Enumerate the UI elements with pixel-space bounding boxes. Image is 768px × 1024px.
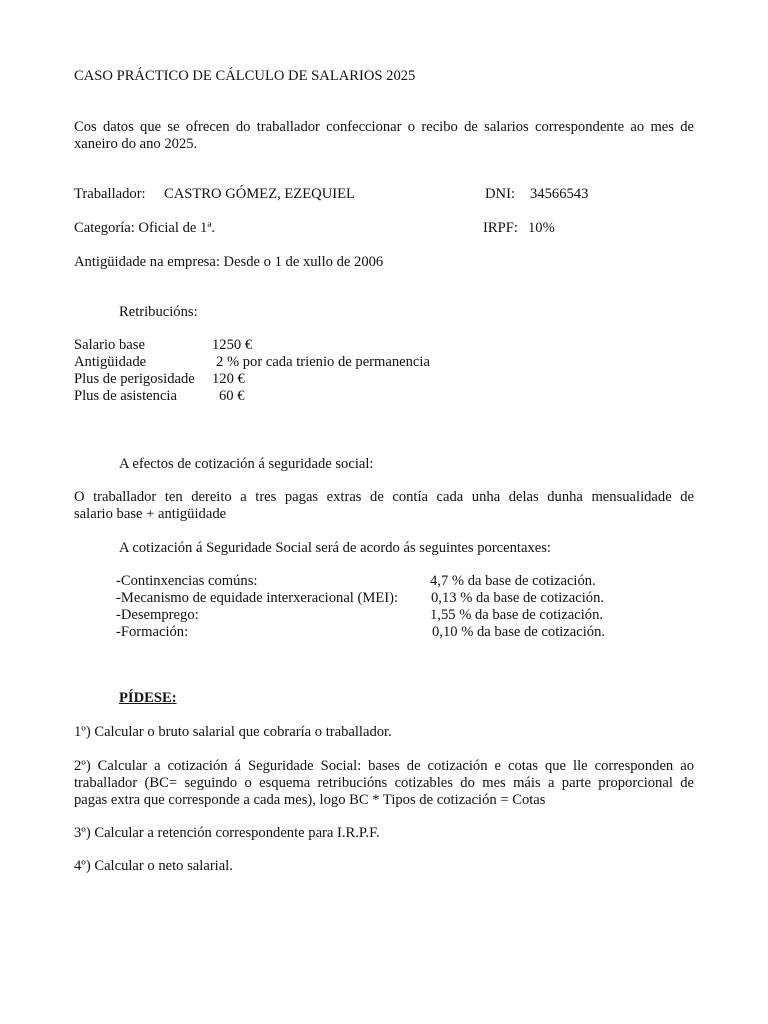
task-1: 1º) Calcular o bruto salarial que cobraría o traballador. (74, 724, 392, 740)
dni-value: 34566543 (530, 186, 589, 202)
task-2-line-1: 2º) Calcular a cotización á Seguridade Social: bases de cotización e cotas que lle corresponden ao (74, 758, 694, 774)
task-2 (74, 758, 694, 809)
irpf-value: 10% (528, 220, 555, 236)
rate-label-unemployment: -Desemprego: (116, 607, 199, 623)
task-2-line-2: traballador (BC= seguindo o esquema retribucións cotizables do mes máis a parte proporcional de (74, 775, 694, 791)
retribution-label-seniority: Antigüidade (74, 354, 147, 370)
rate-label-mei: -Mecanismo de equidade interxeracional (MEI): (116, 590, 399, 606)
intro-line-2: xaneiro do ano 2025. (74, 136, 198, 152)
retribution-value-seniority: 2 % por cada trienio de permanencia (216, 354, 430, 370)
document-title: CASO PRÁCTICO DE CÁLCULO DE SALARIOS 2025 (74, 68, 416, 84)
retribution-label-attendance: Plus de asistencia (74, 388, 177, 404)
task-4: 4º) Calcular o neto salarial. (74, 858, 233, 874)
intro-line-1: Cos datos que se ofrecen do traballador confeccionar o recibo de salarios correspondente ao mes de (74, 119, 694, 135)
rate-value-training: 0,10 % da base de cotización. (432, 624, 606, 640)
rate-label-training: -Formación: (116, 624, 189, 640)
social-security-heading: A efectos de cotización á seguridade social: (119, 456, 374, 472)
task-2-line-3: pagas extra que corresponde a cada mes), logo BC * Tipos de cotización = Cotas (74, 792, 546, 808)
dni-label: DNI: (485, 186, 515, 202)
retribution-value-salary: 1250 € (212, 337, 253, 353)
retribution-value-attendance: 60 € (219, 388, 245, 404)
retributions-heading: Retribucións: (119, 304, 198, 320)
rate-value-unemployment: 1,55 % da base de cotización. (430, 607, 604, 623)
irpf-label: IRPF: (483, 220, 518, 236)
retribution-label-salary: Salario base (74, 337, 145, 353)
extra-pay-line-1: O traballador ten dereito a tres pagas extras de contía cada unha delas dunha mensualidade de (74, 489, 694, 505)
category-line: Categoría: Oficial de 1ª. (74, 220, 215, 236)
intro-paragraph (74, 119, 694, 153)
task-3: 3º) Calcular a retención correspondente para I.R.P.F. (74, 825, 380, 841)
rates-heading: A cotización á Seguridade Social será de acordo ás seguintes porcentaxes: (119, 540, 551, 556)
retribution-label-danger: Plus de perigosidade (74, 371, 195, 387)
seniority-line: Antigüidade na empresa: Desde o 1 de xullo de 2006 (74, 254, 384, 270)
rate-label-common: -Continxencias comúns: (116, 573, 258, 589)
rate-value-common: 4,7 % da base de cotización. (430, 573, 596, 589)
worker-label: Traballador: (74, 186, 146, 202)
rate-value-mei: 0,13 % da base de cotización. (431, 590, 605, 606)
retribution-value-danger: 120 € (212, 371, 245, 387)
worker-name: CASTRO GÓMEZ, EZEQUIEL (164, 186, 355, 202)
extra-pay-paragraph (74, 489, 694, 523)
extra-pay-line-2: salario base + antigüidade (74, 506, 227, 522)
tasks-heading: PÍDESE: (119, 690, 177, 706)
